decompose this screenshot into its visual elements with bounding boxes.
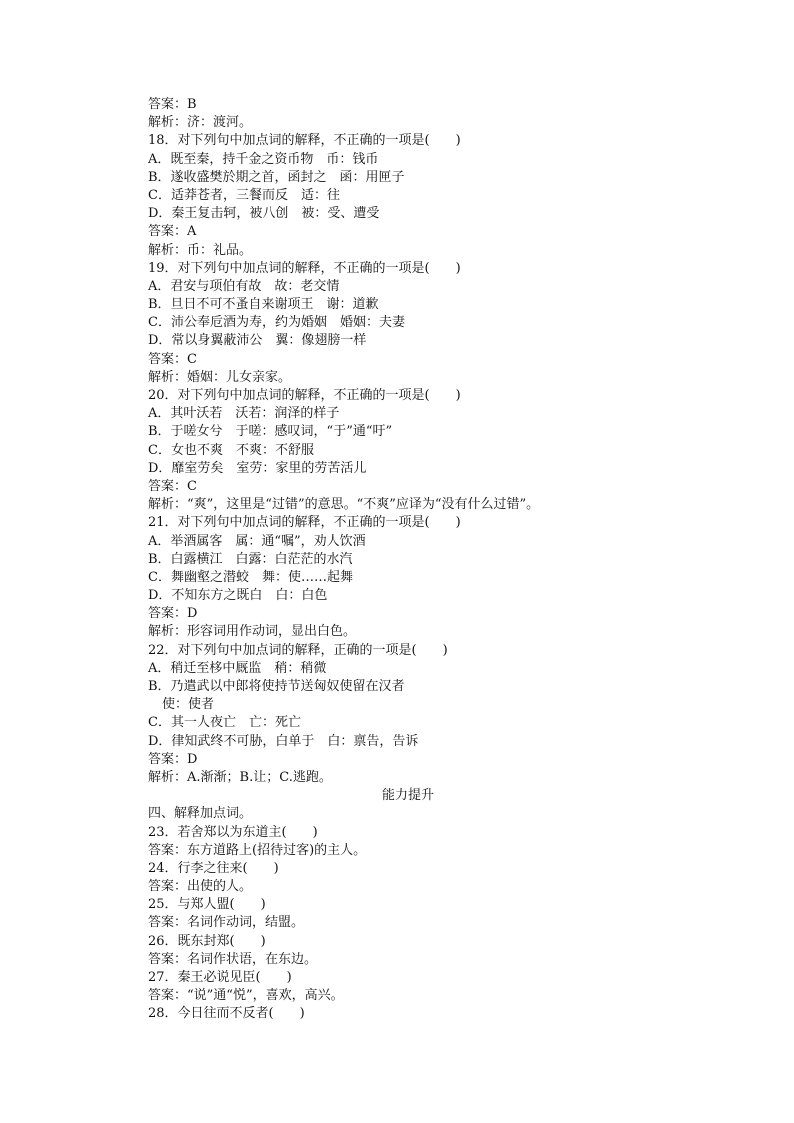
analysis-line: 解析：币：礼品。 xyxy=(148,242,253,258)
answer-line: 答案：C xyxy=(148,351,197,367)
answer-line: 答案：名词作状语，在东边。 xyxy=(148,951,318,967)
question-27: 27．秦王必说见臣( ) xyxy=(148,970,292,985)
analysis-line: 解析：婚姻：儿女亲家。 xyxy=(148,369,292,385)
option-c: C．适莽苍者，三餐而反 适：往 xyxy=(148,187,340,203)
option-d: D．靡室劳矣 室劳：家里的劳苦活儿 xyxy=(148,460,367,476)
option-b: B．白露横江 白露：白茫茫的水汽 xyxy=(148,551,353,567)
analysis-line: 解析：形容词用作动词，显出白色。 xyxy=(148,624,357,640)
document-content xyxy=(148,96,668,1024)
option-b: B．旦日不可不蚤自来谢项王 谢：道歉 xyxy=(148,297,379,313)
analysis-line: 解析：“爽”，这里是“过错”的意思。“不爽”应译为“没有什么过错”。 xyxy=(148,497,540,513)
option-b: B．乃遣武以中郎将使持节送匈奴使留在汉者 xyxy=(148,679,405,694)
question-24: 24．行李之往来( ) xyxy=(148,860,279,876)
answer-line: 答案：A xyxy=(148,224,197,240)
option-a: A．举酒属客 属：通“嘱”，劝人饮酒 xyxy=(148,533,366,549)
analysis-line: 解析：A.渐渐；B.让；C.逃跑。 xyxy=(148,769,332,785)
question-21: 21．对下列句中加点词的解释，不正确的一项是( ) xyxy=(148,515,461,531)
option-a: A．既至秦，持千金之资币物 币：钱币 xyxy=(148,151,379,167)
option-c: C．其一人夜亡 亡：死亡 xyxy=(148,715,301,731)
option-b: B．遂收盛樊於期之首，函封之 函：用匣子 xyxy=(148,169,405,185)
option-a: A．其叶沃若 沃若：润泽的样子 xyxy=(148,406,340,422)
option-c: C．女也不爽 不爽：不舒服 xyxy=(148,442,314,458)
answer-line: 答案：名词作动词，结盟。 xyxy=(148,915,305,931)
question-26: 26．既东封郑( ) xyxy=(148,933,266,949)
question-25: 25．与郑人盟( ) xyxy=(148,897,266,913)
option-d: D．律知武终不可胁，白单于 白：禀告，告诉 xyxy=(148,733,419,749)
question-18: 18．对下列句中加点词的解释，不正确的一项是( ) xyxy=(148,133,461,149)
option-d: D．不知东方之既白 白：白色 xyxy=(148,588,328,604)
option-b-continued: 使：使者 xyxy=(162,697,215,713)
question-28: 28．今日往而不反者( ) xyxy=(148,1006,305,1022)
answer-line: 答案：“说”通“悦”，喜欢，高兴。 xyxy=(148,988,344,1004)
answer-line: 答案：B xyxy=(148,97,197,112)
question-20: 20．对下列句中加点词的解释，不正确的一项是( ) xyxy=(148,388,461,403)
option-b: B．于嗟女兮 于嗟：感叹词，“于”通“吁” xyxy=(148,424,393,440)
analysis-line: 解析：济：渡河。 xyxy=(148,115,253,131)
option-c: C．舞幽壑之潜蛟 舞：使……起舞 xyxy=(148,569,353,585)
answer-line: 答案：东方道路上(招待过客)的主人。 xyxy=(148,842,367,858)
answer-line: 答案：D xyxy=(148,606,198,622)
option-d: D．秦王复击轲，被八创 被：受、遭受 xyxy=(148,206,380,222)
part-heading: 四、解释加点词。 xyxy=(148,806,253,822)
option-d: D．常以身翼蔽沛公 翼：像翅膀一样 xyxy=(148,333,367,349)
answer-line: 答案：C xyxy=(148,478,197,494)
question-22: 22．对下列句中加点词的解释，正确的一项是( ) xyxy=(148,642,448,658)
question-19: 19．对下列句中加点词的解释，不正确的一项是( ) xyxy=(148,260,461,276)
answer-line: 答案：出使的人。 xyxy=(148,879,253,895)
question-23: 23．若舍郑以为东道主( ) xyxy=(148,824,318,840)
option-a: A．君安与项伯有故 故：老交情 xyxy=(148,278,340,294)
answer-line: 答案：D xyxy=(148,751,198,767)
option-a: A．稍迁至栘中厩监 稍：稍微 xyxy=(148,660,327,676)
option-c: C．沛公奉卮酒为寿，约为婚姻 婚姻：夫妻 xyxy=(148,315,405,331)
section-heading: 能力提升 xyxy=(381,788,434,804)
